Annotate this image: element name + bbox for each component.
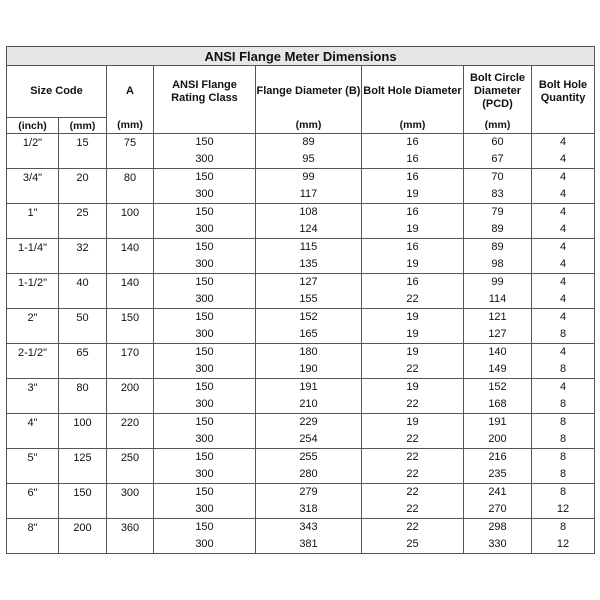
bolt-hole-quantity-cell: 4 xyxy=(532,256,595,274)
size-mm-cell: 80 xyxy=(59,379,107,414)
bolt-hole-quantity-cell: 4 xyxy=(532,274,595,292)
bolt-circle-diameter-cell: 149 xyxy=(464,361,532,379)
flange-diameter-cell: 152 xyxy=(256,309,362,327)
size-mm-cell: 100 xyxy=(59,414,107,449)
a-dimension-cell: 250 xyxy=(107,449,154,484)
a-dimension-cell: 80 xyxy=(107,169,154,204)
size-inch-cell: 1" xyxy=(7,204,59,239)
size-inch-cell: 1/2" xyxy=(7,134,59,169)
bolt-circle-diameter-cell: 330 xyxy=(464,536,532,554)
rating-class-cell: 300 xyxy=(154,291,256,309)
flange-diameter-cell: 229 xyxy=(256,414,362,432)
bolt-hole-diameter-cell: 19 xyxy=(362,379,464,397)
table-row xyxy=(7,169,595,187)
bolt-hole-quantity-cell: 8 xyxy=(532,326,595,344)
header-size-code: Size Code xyxy=(7,66,107,118)
flange-diameter-cell: 165 xyxy=(256,326,362,344)
table-body xyxy=(7,134,595,554)
bolt-hole-diameter-cell: 19 xyxy=(362,186,464,204)
unit-mm: (mm) xyxy=(59,118,107,134)
rating-class-cell: 300 xyxy=(154,536,256,554)
bolt-hole-diameter-cell: 16 xyxy=(362,151,464,169)
size-mm-cell: 125 xyxy=(59,449,107,484)
size-mm-cell: 15 xyxy=(59,134,107,169)
bolt-circle-diameter-cell: 168 xyxy=(464,396,532,414)
flange-diameter-cell: 124 xyxy=(256,221,362,239)
bolt-hole-quantity-cell: 4 xyxy=(532,379,595,397)
rating-class-cell: 150 xyxy=(154,484,256,502)
header-flange-diameter: Flange Diameter (B) xyxy=(256,66,362,118)
bolt-circle-diameter-cell: 79 xyxy=(464,204,532,222)
table-row xyxy=(7,414,595,432)
rating-class-cell: 150 xyxy=(154,309,256,327)
unit-flange-mm: (mm) xyxy=(256,118,362,134)
size-inch-cell: 3" xyxy=(7,379,59,414)
size-mm-cell: 40 xyxy=(59,274,107,309)
bolt-circle-diameter-cell: 200 xyxy=(464,431,532,449)
rating-class-cell: 150 xyxy=(154,239,256,257)
bolt-circle-diameter-cell: 270 xyxy=(464,501,532,519)
bolt-hole-quantity-cell: 8 xyxy=(532,396,595,414)
flange-diameter-cell: 191 xyxy=(256,379,362,397)
table-title: ANSI Flange Meter Dimensions xyxy=(7,47,595,66)
size-inch-cell: 4" xyxy=(7,414,59,449)
rating-class-cell: 150 xyxy=(154,344,256,362)
bolt-circle-diameter-cell: 83 xyxy=(464,186,532,204)
header-bolt-hole-quantity: Bolt Hole Quantity xyxy=(532,66,595,118)
bolt-circle-diameter-cell: 298 xyxy=(464,519,532,537)
rating-class-cell: 300 xyxy=(154,466,256,484)
bolt-hole-quantity-cell: 4 xyxy=(532,134,595,152)
bolt-hole-diameter-cell: 19 xyxy=(362,221,464,239)
table-row xyxy=(7,519,595,537)
table-row xyxy=(7,239,595,257)
flange-diameter-cell: 255 xyxy=(256,449,362,467)
bolt-circle-diameter-cell: 114 xyxy=(464,291,532,309)
size-mm-cell: 32 xyxy=(59,239,107,274)
flange-diameter-cell: 180 xyxy=(256,344,362,362)
bolt-hole-quantity-cell: 8 xyxy=(532,431,595,449)
bolt-circle-diameter-cell: 98 xyxy=(464,256,532,274)
bolt-hole-quantity-cell: 4 xyxy=(532,169,595,187)
size-inch-cell: 1-1/4" xyxy=(7,239,59,274)
bolt-hole-quantity-cell: 4 xyxy=(532,344,595,362)
flange-diameter-cell: 135 xyxy=(256,256,362,274)
bolt-circle-diameter-cell: 140 xyxy=(464,344,532,362)
table-row xyxy=(7,449,595,467)
rating-class-cell: 150 xyxy=(154,449,256,467)
size-mm-cell: 150 xyxy=(59,484,107,519)
bolt-hole-diameter-cell: 22 xyxy=(362,361,464,379)
a-dimension-cell: 150 xyxy=(107,309,154,344)
bolt-hole-quantity-cell: 4 xyxy=(532,309,595,327)
table-row xyxy=(7,274,595,292)
a-dimension-cell: 170 xyxy=(107,344,154,379)
rating-class-cell: 300 xyxy=(154,431,256,449)
bolt-hole-diameter-cell: 22 xyxy=(362,466,464,484)
table-row xyxy=(7,344,595,362)
bolt-hole-diameter-cell: 22 xyxy=(362,501,464,519)
bolt-hole-diameter-cell: 16 xyxy=(362,274,464,292)
rating-class-cell: 300 xyxy=(154,186,256,204)
header-bolt-hole-diameter: Bolt Hole Diameter xyxy=(362,66,464,118)
rating-class-cell: 300 xyxy=(154,396,256,414)
rating-class-cell: 300 xyxy=(154,151,256,169)
bolt-hole-diameter-cell: 22 xyxy=(362,519,464,537)
bolt-hole-quantity-cell: 8 xyxy=(532,484,595,502)
size-inch-cell: 2" xyxy=(7,309,59,344)
unit-inch: (inch) xyxy=(7,118,59,134)
flange-diameter-cell: 280 xyxy=(256,466,362,484)
size-mm-cell: 20 xyxy=(59,169,107,204)
rating-class-cell: 150 xyxy=(154,274,256,292)
bolt-hole-diameter-cell: 22 xyxy=(362,396,464,414)
size-mm-cell: 50 xyxy=(59,309,107,344)
rating-class-cell: 150 xyxy=(154,169,256,187)
flange-diameter-cell: 381 xyxy=(256,536,362,554)
flange-diameter-cell: 108 xyxy=(256,204,362,222)
a-dimension-cell: 100 xyxy=(107,204,154,239)
a-dimension-cell: 140 xyxy=(107,239,154,274)
bolt-circle-diameter-cell: 152 xyxy=(464,379,532,397)
bolt-hole-diameter-cell: 25 xyxy=(362,536,464,554)
rating-class-cell: 150 xyxy=(154,414,256,432)
flange-diameter-cell: 127 xyxy=(256,274,362,292)
bolt-hole-diameter-cell: 16 xyxy=(362,169,464,187)
a-dimension-cell: 200 xyxy=(107,379,154,414)
bolt-hole-quantity-cell: 8 xyxy=(532,361,595,379)
rating-class-cell: 150 xyxy=(154,134,256,152)
bolt-hole-diameter-cell: 22 xyxy=(362,484,464,502)
header-rating-class: ANSI Flange Rating Class xyxy=(154,66,256,118)
header-a: A xyxy=(107,66,154,118)
bolt-hole-quantity-cell: 12 xyxy=(532,501,595,519)
bolt-circle-diameter-cell: 127 xyxy=(464,326,532,344)
bolt-circle-diameter-cell: 89 xyxy=(464,221,532,239)
rating-class-cell: 300 xyxy=(154,361,256,379)
bolt-hole-quantity-cell: 4 xyxy=(532,186,595,204)
bolt-hole-quantity-cell: 4 xyxy=(532,291,595,309)
bolt-hole-quantity-cell: 4 xyxy=(532,204,595,222)
size-inch-cell: 5" xyxy=(7,449,59,484)
a-dimension-cell: 300 xyxy=(107,484,154,519)
a-dimension-cell: 140 xyxy=(107,274,154,309)
size-inch-cell: 3/4" xyxy=(7,169,59,204)
bolt-hole-quantity-cell: 8 xyxy=(532,466,595,484)
bolt-circle-diameter-cell: 70 xyxy=(464,169,532,187)
flange-diameter-cell: 89 xyxy=(256,134,362,152)
flange-diameter-cell: 99 xyxy=(256,169,362,187)
flange-diameter-cell: 190 xyxy=(256,361,362,379)
unit-a-mm: (mm) xyxy=(107,118,154,134)
table-row xyxy=(7,134,595,152)
bolt-hole-quantity-cell: 4 xyxy=(532,151,595,169)
rating-class-cell: 300 xyxy=(154,221,256,239)
rating-class-cell: 300 xyxy=(154,256,256,274)
bolt-hole-quantity-cell: 12 xyxy=(532,536,595,554)
bolt-hole-diameter-cell: 22 xyxy=(362,291,464,309)
table-row xyxy=(7,379,595,397)
rating-class-cell: 300 xyxy=(154,501,256,519)
bolt-hole-diameter-cell: 19 xyxy=(362,414,464,432)
bolt-circle-diameter-cell: 60 xyxy=(464,134,532,152)
bolt-hole-quantity-cell: 8 xyxy=(532,519,595,537)
rating-class-cell: 150 xyxy=(154,379,256,397)
bolt-circle-diameter-cell: 99 xyxy=(464,274,532,292)
size-mm-cell: 25 xyxy=(59,204,107,239)
bolt-circle-diameter-cell: 216 xyxy=(464,449,532,467)
a-dimension-cell: 220 xyxy=(107,414,154,449)
bolt-hole-quantity-cell: 4 xyxy=(532,239,595,257)
bolt-circle-diameter-cell: 241 xyxy=(464,484,532,502)
bolt-hole-diameter-cell: 19 xyxy=(362,326,464,344)
size-mm-cell: 65 xyxy=(59,344,107,379)
bolt-circle-diameter-cell: 191 xyxy=(464,414,532,432)
bolt-hole-diameter-cell: 19 xyxy=(362,256,464,274)
bolt-circle-diameter-cell: 89 xyxy=(464,239,532,257)
bolt-hole-diameter-cell: 16 xyxy=(362,204,464,222)
bolt-hole-diameter-cell: 19 xyxy=(362,309,464,327)
unit-rating-blank xyxy=(154,118,256,134)
flange-diameter-cell: 115 xyxy=(256,239,362,257)
size-inch-cell: 6" xyxy=(7,484,59,519)
unit-qty-blank xyxy=(532,118,595,134)
a-dimension-cell: 360 xyxy=(107,519,154,554)
bolt-hole-diameter-cell: 16 xyxy=(362,134,464,152)
header-bolt-circle-diameter: Bolt Circle Diameter (PCD) xyxy=(464,66,532,118)
bolt-circle-diameter-cell: 121 xyxy=(464,309,532,327)
flange-diameter-cell: 95 xyxy=(256,151,362,169)
table-row xyxy=(7,309,595,327)
flange-diameter-cell: 318 xyxy=(256,501,362,519)
size-inch-cell: 8" xyxy=(7,519,59,554)
size-inch-cell: 2-1/2" xyxy=(7,344,59,379)
rating-class-cell: 150 xyxy=(154,519,256,537)
flange-diameter-cell: 210 xyxy=(256,396,362,414)
bolt-hole-quantity-cell: 4 xyxy=(532,221,595,239)
rating-class-cell: 150 xyxy=(154,204,256,222)
flange-dimensions-table xyxy=(6,46,595,554)
bolt-hole-diameter-cell: 16 xyxy=(362,239,464,257)
table-row xyxy=(7,484,595,502)
size-inch-cell: 1-1/2" xyxy=(7,274,59,309)
bolt-circle-diameter-cell: 235 xyxy=(464,466,532,484)
flange-diameter-cell: 343 xyxy=(256,519,362,537)
bolt-hole-quantity-cell: 8 xyxy=(532,414,595,432)
rating-class-cell: 300 xyxy=(154,326,256,344)
bolt-hole-diameter-cell: 22 xyxy=(362,431,464,449)
bolt-circle-diameter-cell: 67 xyxy=(464,151,532,169)
unit-bolt-hole-mm: (mm) xyxy=(362,118,464,134)
flange-diameter-cell: 155 xyxy=(256,291,362,309)
unit-bolt-circle-mm: (mm) xyxy=(464,118,532,134)
size-mm-cell: 200 xyxy=(59,519,107,554)
a-dimension-cell: 75 xyxy=(107,134,154,169)
table-row xyxy=(7,204,595,222)
bolt-hole-diameter-cell: 22 xyxy=(362,449,464,467)
flange-diameter-cell: 279 xyxy=(256,484,362,502)
bolt-hole-quantity-cell: 8 xyxy=(532,449,595,467)
flange-diameter-cell: 117 xyxy=(256,186,362,204)
flange-diameter-cell: 254 xyxy=(256,431,362,449)
bolt-hole-diameter-cell: 19 xyxy=(362,344,464,362)
